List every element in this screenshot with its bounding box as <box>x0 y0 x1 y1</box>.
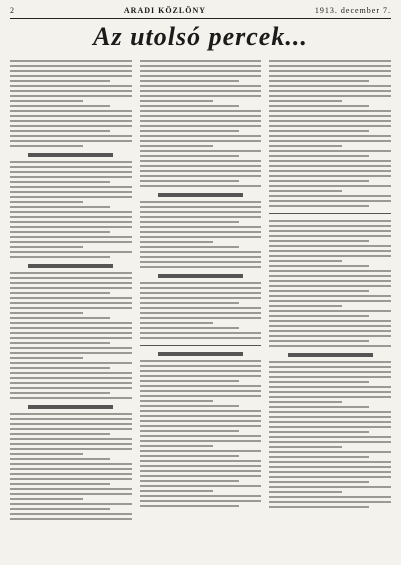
text-line-placeholder <box>10 473 132 475</box>
text-line-placeholder <box>140 337 262 339</box>
text-line-placeholder <box>10 312 83 314</box>
text-line-placeholder <box>10 140 132 142</box>
text-line-placeholder <box>140 287 262 289</box>
text-line-placeholder <box>10 90 132 92</box>
text-line-placeholder <box>140 312 262 314</box>
text-line-placeholder <box>10 161 132 163</box>
text-line-placeholder <box>140 465 262 467</box>
text-line-placeholder <box>269 255 391 257</box>
text-line-placeholder <box>269 90 391 92</box>
section-heading-placeholder <box>158 274 243 278</box>
column-1 <box>10 57 132 557</box>
text-line-placeholder <box>10 206 110 208</box>
text-line-placeholder <box>140 317 262 319</box>
text-line-placeholder <box>269 80 369 82</box>
text-line-placeholder <box>140 460 262 462</box>
text-line-placeholder <box>140 221 240 223</box>
text-line-placeholder <box>269 235 391 237</box>
text-line-placeholder <box>269 250 391 252</box>
text-line-placeholder <box>10 397 132 399</box>
text-line-placeholder <box>269 125 391 127</box>
text-line-placeholder <box>269 481 369 483</box>
text-line-placeholder <box>10 428 132 430</box>
text-line-placeholder <box>269 305 342 307</box>
text-line-placeholder <box>269 270 391 272</box>
text-line-placeholder <box>269 461 391 463</box>
text-line-placeholder <box>140 80 240 82</box>
text-line-placeholder <box>10 503 132 505</box>
text-line-placeholder <box>269 150 391 152</box>
text-line-placeholder <box>269 260 342 262</box>
text-line-placeholder <box>140 226 262 228</box>
text-line-placeholder <box>10 181 110 183</box>
text-line-placeholder <box>269 180 369 182</box>
text-line-placeholder <box>10 362 132 364</box>
text-line-placeholder <box>10 327 132 329</box>
paper-name: ARADI KÖZLÖNY <box>123 6 207 15</box>
text-line-placeholder <box>269 95 391 97</box>
text-line-placeholder <box>140 266 262 268</box>
text-line-placeholder <box>10 226 132 228</box>
text-line-placeholder <box>140 105 240 107</box>
text-line-placeholder <box>269 340 369 342</box>
text-line-placeholder <box>10 443 132 445</box>
section-heading-placeholder <box>28 153 113 157</box>
text-line-placeholder <box>140 150 262 152</box>
text-line-placeholder <box>140 302 240 304</box>
text-line-placeholder <box>269 366 391 368</box>
text-line-placeholder <box>10 423 132 425</box>
text-line-placeholder <box>140 110 262 112</box>
text-line-placeholder <box>10 201 83 203</box>
text-line-placeholder <box>140 375 262 377</box>
text-line-placeholder <box>269 110 391 112</box>
text-line-placeholder <box>269 361 391 363</box>
text-line-placeholder <box>140 135 262 137</box>
text-line-placeholder <box>140 145 213 147</box>
text-line-placeholder <box>10 115 132 117</box>
text-line-placeholder <box>10 241 132 243</box>
text-line-placeholder <box>140 485 262 487</box>
article-columns <box>10 57 391 557</box>
text-line-placeholder <box>140 365 262 367</box>
text-line-placeholder <box>10 60 132 62</box>
text-line-placeholder <box>140 490 213 492</box>
text-line-placeholder <box>140 327 240 329</box>
text-line-placeholder <box>10 347 132 349</box>
text-line-placeholder <box>10 322 132 324</box>
text-line-placeholder <box>10 483 110 485</box>
text-line-placeholder <box>10 100 83 102</box>
text-line-placeholder <box>10 176 132 178</box>
text-line-placeholder <box>140 405 240 407</box>
text-line-placeholder <box>140 370 262 372</box>
page-number: 2 <box>10 6 15 15</box>
text-line-placeholder <box>269 396 391 398</box>
text-line-placeholder <box>10 413 132 415</box>
column-divider <box>269 213 391 214</box>
text-line-placeholder <box>269 220 391 222</box>
text-line-placeholder <box>10 357 83 359</box>
text-line-placeholder <box>269 426 391 428</box>
text-line-placeholder <box>10 377 132 379</box>
text-line-placeholder <box>10 110 132 112</box>
text-line-placeholder <box>10 95 132 97</box>
text-line-placeholder <box>10 518 132 520</box>
text-line-placeholder <box>10 80 110 82</box>
text-line-placeholder <box>10 392 110 394</box>
text-line-placeholder <box>140 185 262 187</box>
text-line-placeholder <box>269 205 369 207</box>
text-line-placeholder <box>269 320 391 322</box>
text-line-placeholder <box>140 385 262 387</box>
text-line-placeholder <box>269 230 391 232</box>
text-line-placeholder <box>269 441 391 443</box>
text-line-placeholder <box>269 175 391 177</box>
text-line-placeholder <box>140 445 213 447</box>
text-line-placeholder <box>10 135 132 137</box>
text-line-placeholder <box>10 105 110 107</box>
text-line-placeholder <box>269 145 342 147</box>
text-line-placeholder <box>140 261 262 263</box>
text-line-placeholder <box>140 420 262 422</box>
text-line-placeholder <box>140 201 262 203</box>
text-line-placeholder <box>269 431 369 433</box>
text-line-placeholder <box>140 500 262 502</box>
text-line-placeholder <box>140 440 262 442</box>
text-line-placeholder <box>269 491 342 493</box>
text-line-placeholder <box>10 488 132 490</box>
text-line-placeholder <box>269 300 391 302</box>
text-line-placeholder <box>10 342 110 344</box>
text-line-placeholder <box>269 436 391 438</box>
text-line-placeholder <box>269 85 391 87</box>
text-line-placeholder <box>140 495 262 497</box>
main-headline: Az utolsó percek... <box>93 22 308 51</box>
text-line-placeholder <box>269 225 391 227</box>
text-line-placeholder <box>140 395 262 397</box>
section-heading-placeholder <box>28 405 113 409</box>
text-line-placeholder <box>140 322 213 324</box>
text-line-placeholder <box>140 70 262 72</box>
text-line-placeholder <box>269 315 369 317</box>
text-line-placeholder <box>140 505 240 507</box>
text-line-placeholder <box>269 285 391 287</box>
text-line-placeholder <box>140 360 262 362</box>
text-line-placeholder <box>269 190 342 192</box>
text-line-placeholder <box>269 160 391 162</box>
text-line-placeholder <box>269 240 369 242</box>
column-3 <box>269 57 391 557</box>
text-line-placeholder <box>269 471 391 473</box>
text-line-placeholder <box>269 381 369 383</box>
text-line-placeholder <box>10 352 132 354</box>
text-line-placeholder <box>140 455 240 457</box>
text-line-placeholder <box>10 251 132 253</box>
text-line-placeholder <box>269 371 391 373</box>
text-line-placeholder <box>10 307 132 309</box>
text-line-placeholder <box>10 130 110 132</box>
text-line-placeholder <box>140 415 262 417</box>
text-line-placeholder <box>269 245 391 247</box>
text-line-placeholder <box>10 297 132 299</box>
text-line-placeholder <box>10 171 132 173</box>
section-heading-placeholder <box>158 352 243 356</box>
text-line-placeholder <box>10 302 132 304</box>
text-line-placeholder <box>10 367 110 369</box>
text-line-placeholder <box>140 140 262 142</box>
text-line-placeholder <box>269 265 369 267</box>
text-line-placeholder <box>140 165 262 167</box>
text-line-placeholder <box>140 231 262 233</box>
text-line-placeholder <box>269 310 391 312</box>
text-line-placeholder <box>10 186 132 188</box>
text-line-placeholder <box>140 246 240 248</box>
text-line-placeholder <box>10 468 132 470</box>
text-line-placeholder <box>140 380 240 382</box>
text-line-placeholder <box>10 513 132 515</box>
text-line-placeholder <box>269 411 391 413</box>
text-line-placeholder <box>10 65 132 67</box>
text-line-placeholder <box>140 241 213 243</box>
text-line-placeholder <box>140 206 262 208</box>
text-line-placeholder <box>140 216 262 218</box>
section-heading-placeholder <box>288 353 373 357</box>
text-line-placeholder <box>10 145 83 147</box>
text-line-placeholder <box>140 400 213 402</box>
text-line-placeholder <box>10 382 132 384</box>
masthead <box>10 6 391 15</box>
text-line-placeholder <box>269 155 369 157</box>
text-line-placeholder <box>10 196 132 198</box>
text-line-placeholder <box>10 372 132 374</box>
text-line-placeholder <box>140 160 262 162</box>
text-line-placeholder <box>269 466 391 468</box>
text-line-placeholder <box>10 292 110 294</box>
section-heading-placeholder <box>28 264 113 268</box>
column-2 <box>140 57 262 557</box>
text-line-placeholder <box>10 231 110 233</box>
text-line-placeholder <box>140 410 262 412</box>
text-line-placeholder <box>140 282 262 284</box>
text-line-placeholder <box>269 456 369 458</box>
text-line-placeholder <box>140 256 262 258</box>
text-line-placeholder <box>269 496 391 498</box>
text-line-placeholder <box>10 337 132 339</box>
text-line-placeholder <box>10 438 132 440</box>
text-line-placeholder <box>140 470 262 472</box>
text-line-placeholder <box>269 165 391 167</box>
text-line-placeholder <box>140 115 262 117</box>
text-line-placeholder <box>269 75 391 77</box>
text-line-placeholder <box>269 330 391 332</box>
text-line-placeholder <box>269 170 391 172</box>
text-line-placeholder <box>10 236 132 238</box>
text-line-placeholder <box>140 95 262 97</box>
column-divider <box>140 345 262 346</box>
text-line-placeholder <box>10 256 110 258</box>
text-line-placeholder <box>140 175 262 177</box>
text-line-placeholder <box>269 140 391 142</box>
text-line-placeholder <box>269 476 391 478</box>
text-line-placeholder <box>10 387 132 389</box>
text-line-placeholder <box>269 506 369 508</box>
text-line-placeholder <box>140 180 240 182</box>
text-line-placeholder <box>269 105 369 107</box>
text-line-placeholder <box>140 430 240 432</box>
text-line-placeholder <box>10 418 132 420</box>
text-line-placeholder <box>140 211 262 213</box>
text-line-placeholder <box>140 125 262 127</box>
text-line-placeholder <box>140 450 262 452</box>
text-line-placeholder <box>269 446 342 448</box>
text-line-placeholder <box>269 70 391 72</box>
text-line-placeholder <box>140 120 262 122</box>
text-line-placeholder <box>10 120 132 122</box>
text-line-placeholder <box>10 498 83 500</box>
text-line-placeholder <box>10 282 132 284</box>
text-line-placeholder <box>140 307 262 309</box>
text-line-placeholder <box>140 75 262 77</box>
text-line-placeholder <box>269 386 391 388</box>
text-line-placeholder <box>10 458 110 460</box>
text-line-placeholder <box>10 191 132 193</box>
text-line-placeholder <box>269 120 391 122</box>
text-line-placeholder <box>269 486 391 488</box>
text-line-placeholder <box>10 211 132 213</box>
text-line-placeholder <box>269 376 391 378</box>
text-line-placeholder <box>10 448 132 450</box>
text-line-placeholder <box>269 325 391 327</box>
text-line-placeholder <box>269 115 391 117</box>
text-line-placeholder <box>140 236 262 238</box>
text-line-placeholder <box>269 135 391 137</box>
text-line-placeholder <box>269 60 391 62</box>
text-line-placeholder <box>10 166 132 168</box>
text-line-placeholder <box>269 416 391 418</box>
text-line-placeholder <box>269 100 342 102</box>
text-line-placeholder <box>10 287 132 289</box>
text-line-placeholder <box>140 480 240 482</box>
text-line-placeholder <box>10 246 83 248</box>
text-line-placeholder <box>269 295 391 297</box>
text-line-placeholder <box>269 195 391 197</box>
text-line-placeholder <box>140 170 262 172</box>
text-line-placeholder <box>269 391 391 393</box>
text-line-placeholder <box>269 200 391 202</box>
text-line-placeholder <box>10 272 132 274</box>
text-line-placeholder <box>269 451 391 453</box>
text-line-placeholder <box>10 478 132 480</box>
text-line-placeholder <box>140 435 262 437</box>
issue-date: 1913. december 7. <box>314 6 391 15</box>
text-line-placeholder <box>10 85 132 87</box>
text-line-placeholder <box>10 221 132 223</box>
text-line-placeholder <box>269 290 369 292</box>
text-line-placeholder <box>10 463 132 465</box>
text-line-placeholder <box>10 332 132 334</box>
text-line-placeholder <box>140 390 262 392</box>
text-line-placeholder <box>10 433 110 435</box>
text-line-placeholder <box>10 125 132 127</box>
text-line-placeholder <box>140 251 262 253</box>
text-line-placeholder <box>10 508 110 510</box>
text-line-placeholder <box>10 493 132 495</box>
text-line-placeholder <box>10 453 83 455</box>
text-line-placeholder <box>269 345 391 347</box>
text-line-placeholder <box>269 421 391 423</box>
text-line-placeholder <box>140 155 240 157</box>
text-line-placeholder <box>140 100 213 102</box>
text-line-placeholder <box>140 475 262 477</box>
text-line-placeholder <box>269 65 391 67</box>
section-heading-placeholder <box>158 193 243 197</box>
text-line-placeholder <box>140 292 262 294</box>
text-line-placeholder <box>269 185 391 187</box>
text-line-placeholder <box>140 85 262 87</box>
text-line-placeholder <box>140 90 262 92</box>
text-line-placeholder <box>10 277 132 279</box>
text-line-placeholder <box>140 425 262 427</box>
masthead-rule <box>10 18 391 19</box>
text-line-placeholder <box>10 317 110 319</box>
text-line-placeholder <box>140 332 262 334</box>
text-line-placeholder <box>269 275 391 277</box>
text-line-placeholder <box>269 406 369 408</box>
text-line-placeholder <box>140 130 240 132</box>
text-line-placeholder <box>269 280 391 282</box>
text-line-placeholder <box>269 501 391 503</box>
text-line-placeholder <box>10 70 132 72</box>
text-line-placeholder <box>269 401 342 403</box>
text-line-placeholder <box>10 216 132 218</box>
text-line-placeholder <box>140 65 262 67</box>
text-line-placeholder <box>269 335 391 337</box>
text-line-placeholder <box>269 130 369 132</box>
text-line-placeholder <box>140 297 262 299</box>
text-line-placeholder <box>140 60 262 62</box>
text-line-placeholder <box>10 75 132 77</box>
